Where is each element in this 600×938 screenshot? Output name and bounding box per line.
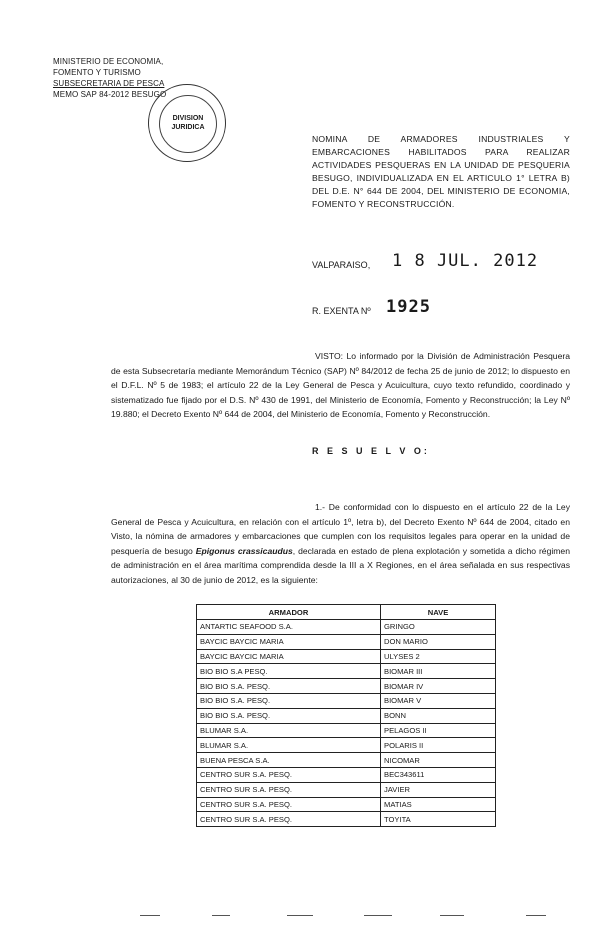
nave-cell: NICOMAR — [381, 753, 496, 768]
armador-cell: CENTRO SUR S.A. PESQ. — [197, 782, 381, 797]
resolve-point-1 — [111, 500, 570, 587]
footer-rule — [287, 915, 313, 916]
armadores-table — [196, 604, 496, 827]
armador-cell: BLUMAR S.A. — [197, 738, 381, 753]
nave-cell: TOYITA — [381, 812, 496, 827]
nave-cell: BEC343611 — [381, 767, 496, 782]
nave-cell: JAVIER — [381, 782, 496, 797]
armador-cell: CENTRO SUR S.A. PESQ. — [197, 767, 381, 782]
resolution-number: 1925 — [386, 297, 431, 317]
document-title: NOMINA DE ARMADORES INDUSTRIALES Y EMBARCACIONES HABILITADOS PARA REALIZAR ACTIVIDADES PESQUERAS EN LA UNIDAD DE PESQUERIA BESUGO, INDIVIDUALIZADA EN EL ARTICULO 1° LETRA B) DEL D.E. N° 644 DE 2004, DEL MINISTERIO DE ECONOMIA, FOMENTO Y RECONSTRUCCIÓN. — [312, 134, 570, 209]
footer-rule — [364, 915, 392, 916]
subsecretaria-line: SUBSECRETARIA DE PESCA — [53, 79, 165, 88]
division-juridica-stamp — [148, 84, 226, 162]
letterhead — [53, 56, 166, 100]
table-row — [197, 679, 496, 694]
table-row — [197, 620, 496, 635]
footer-rule — [140, 915, 160, 916]
table-row — [197, 812, 496, 827]
table-row — [197, 664, 496, 679]
table-row — [197, 782, 496, 797]
resolution-label: R. EXENTA Nº — [312, 306, 371, 316]
ministry-line-1: MINISTERIO DE ECONOMIA, — [53, 57, 164, 66]
armador-cell: BIO BIO S.A PESQ. — [197, 664, 381, 679]
armador-cell: BAYCIC BAYCIC MARIA — [197, 634, 381, 649]
species-name: Epigonus crassicaudus — [195, 545, 293, 556]
table-row — [197, 634, 496, 649]
footer-rule — [212, 915, 230, 916]
resolve-point-1-text-b: , declarada en estado de plena explotación y sometida a dicho régimen de administración en el área marítima comprendida desde la III a X Regiones, en el área señalada en sus respectivas autorizaciones, al 30 de junio de 2012, es la siguiente: — [111, 545, 570, 585]
table-row — [197, 723, 496, 738]
nave-cell: PELAGOS II — [381, 723, 496, 738]
nave-cell: BIOMAR IV — [381, 679, 496, 694]
memo-reference: MEMO SAP 84-2012 BESUGO — [53, 90, 167, 99]
armador-cell: CENTRO SUR S.A. PESQ. — [197, 797, 381, 812]
nave-cell: MATIAS — [381, 797, 496, 812]
armador-cell: BLUMAR S.A. — [197, 723, 381, 738]
table-row — [197, 708, 496, 723]
visto-paragraph: VISTO: Lo informado por la División de Administración Pesquera de esta Subsecretaría mediante Memorándum Técnico (SAP) Nº 84/2012 de fecha 25 de junio de 2012; lo dispuesto en el D.F.L. Nº 5 de 1983; el artículo 22 de la Ley General de Pesca y Acuicultura, cuyo texto refundido, coordinado y sistematizado fue fijado por el D.S. Nº 430 de 1991, del Ministerio de Economía, Fomento y Reconstrucción; la Ley Nº 19.880; el Decreto Exento Nº 644 de 2004, del Ministerio de Economía, Fomento y Reconstrucción. — [111, 351, 570, 419]
table-row — [197, 797, 496, 812]
date-value: 1 8 JUL. 2012 — [392, 251, 539, 271]
table-row — [197, 693, 496, 708]
armador-cell: BUENA PESCA S.A. — [197, 753, 381, 768]
footer-rule — [440, 915, 464, 916]
nave-cell: POLARIS II — [381, 738, 496, 753]
place-label: VALPARAISO, — [312, 260, 371, 270]
nave-cell: DON MARIO — [381, 634, 496, 649]
armador-cell: BIO BIO S.A. PESQ. — [197, 693, 381, 708]
armador-cell: ANTARTIC SEAFOOD S.A. — [197, 620, 381, 635]
stamp-text-line-2: JURIDICA — [171, 124, 205, 131]
header-nave: NAVE — [381, 605, 496, 620]
nave-cell: BIOMAR III — [381, 664, 496, 679]
resuelvo-heading: R E S U E L V O: — [312, 446, 430, 456]
stamp-text-line-1: DIVISION — [172, 115, 204, 122]
stamp-inner-ring — [159, 95, 217, 153]
nave-cell: BIOMAR V — [381, 693, 496, 708]
nave-cell: GRINGO — [381, 620, 496, 635]
resolve-point-1-text-a: 1.- De conformidad con lo dispuesto en el artículo 22 de la Ley General de Pesca y Acuicultura, en relación con el artículo 1º, letra b), del Decreto Exento Nº 644 de 2004, citado en Visto, la nómina de armadores y embarcaciones que cumplen con los requisitos legales para operar en la unidad de pesquería de besugo — [111, 502, 570, 556]
armador-cell: BIO BIO S.A. PESQ. — [197, 679, 381, 694]
table-row — [197, 738, 496, 753]
table-row — [197, 767, 496, 782]
header-armador: ARMADOR — [197, 605, 381, 620]
armador-cell: BIO BIO S.A. PESQ. — [197, 708, 381, 723]
table-row — [197, 649, 496, 664]
armador-cell: BAYCIC BAYCIC MARIA — [197, 649, 381, 664]
nave-cell: ULYSES 2 — [381, 649, 496, 664]
armador-cell: CENTRO SUR S.A. PESQ. — [197, 812, 381, 827]
stamp-text — [160, 114, 216, 132]
table-header-row — [197, 605, 496, 620]
nave-cell: BONN — [381, 708, 496, 723]
ministry-line-2: FOMENTO Y TURISMO — [53, 68, 141, 77]
footer-rule — [526, 915, 546, 916]
table-row — [197, 753, 496, 768]
